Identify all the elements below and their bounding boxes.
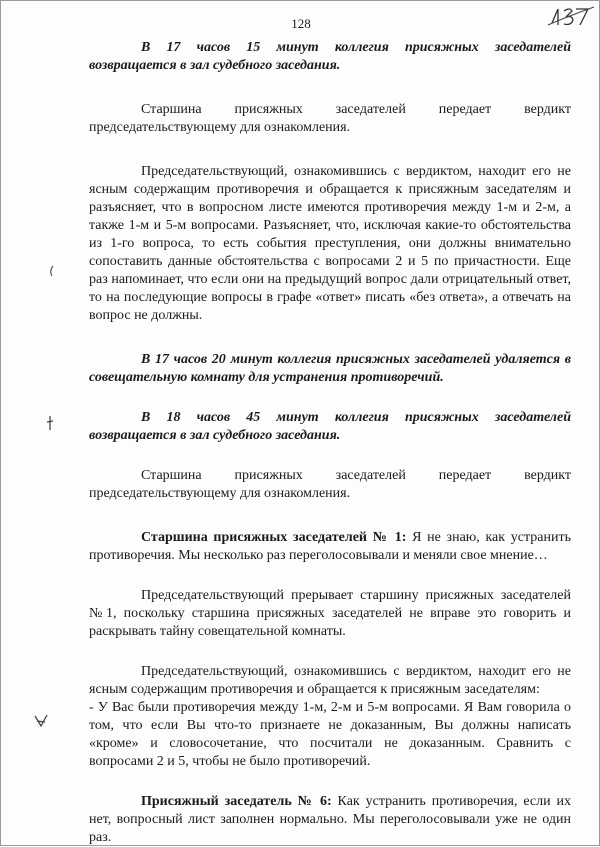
narrative-paragraph: Председательствующий, ознакомившись с вердиктом, находит его не ясным содержащим противоречия и обращается к присяжным заседателям: [89, 664, 571, 697]
narrative-paragraph: Старшина присяжных заседателей передает вердикт председательствующему для ознакомления. [89, 468, 571, 501]
document-text [89, 29, 571, 847]
stage-direction: В 18 часов 45 минут коллегия присяжных заседателей возвращается в зал судебного заседания. [89, 410, 571, 443]
margin-scribble-2 [45, 415, 55, 431]
page-number: 128 [291, 16, 311, 31]
speaker-label: Старшина присяжных заседателей № 1: [141, 530, 407, 545]
narrative-paragraph: Председательствующий, ознакомившись с вердиктом, находит его не ясным содержащим противоречия и обращается к присяжным заседателям и разъясняет, что в вопросном листе имеются противоречия между 1-м и 2-м, а также 1-м и 5-м вопросами. Разъясняет, что, исключая какие-то обстоятельства из 1-го вопроса, то есть события преступления, они должны внимательно сопоставить данные обстоятельства с вопросами 2 и 5 по причастности. Еще раз напоминает, что если они на предыдущий вопрос дали отрицательный ответ, то на последующие вопросы в графе «ответ» писать «без ответа», а отвечать на вопрос не должны. [89, 164, 571, 323]
margin-scribble-1 [47, 265, 57, 277]
speech-paragraph [89, 793, 571, 847]
margin-scribble-3 [33, 713, 51, 729]
narrative-continuation: - У Вас были противоречия между 1-м, 2-м и 5-м вопросами. Я Вам говорила о том, что если Вы что-то признаете не доказанным, Вы должны написать «кроме» и словосочетание, что посчитали не доказанным. Сравнить с вопросами 2 и 5, чтобы не было противоречий. [89, 700, 571, 769]
stage-direction: В 17 часов 20 минут коллегия присяжных заседателей удаляется в совещательную комнату для устранения противоречий. [89, 352, 571, 385]
speech-text: Я не знаю, как устранить противоречия. Мы несколько раз переголосовывали и меняли свое мнение… [89, 530, 571, 563]
narrative-paragraph: Старшина присяжных заседателей передает вердикт председательствующему для ознакомления. [89, 102, 571, 135]
handwritten-page-annotation [546, 3, 596, 29]
speech-text: Как устранить противоречия, если их нет, вопросный лист заполнен нормально. Мы переголосовывали уже не один раз. [89, 794, 571, 845]
speech-paragraph [89, 529, 571, 565]
stage-direction: В 17 часов 15 минут коллегия присяжных заседателей возвращается в зал судебного заседания. [89, 40, 571, 73]
speaker-label: Присяжный заседатель № 6: [141, 794, 332, 809]
narrative-paragraph: Председательствующий прерывает старшину присяжных заседателей №1, поскольку старшина присяжных заседателей не вправе это говорить и раскрывать тайну совещательной комнаты. [89, 588, 571, 639]
